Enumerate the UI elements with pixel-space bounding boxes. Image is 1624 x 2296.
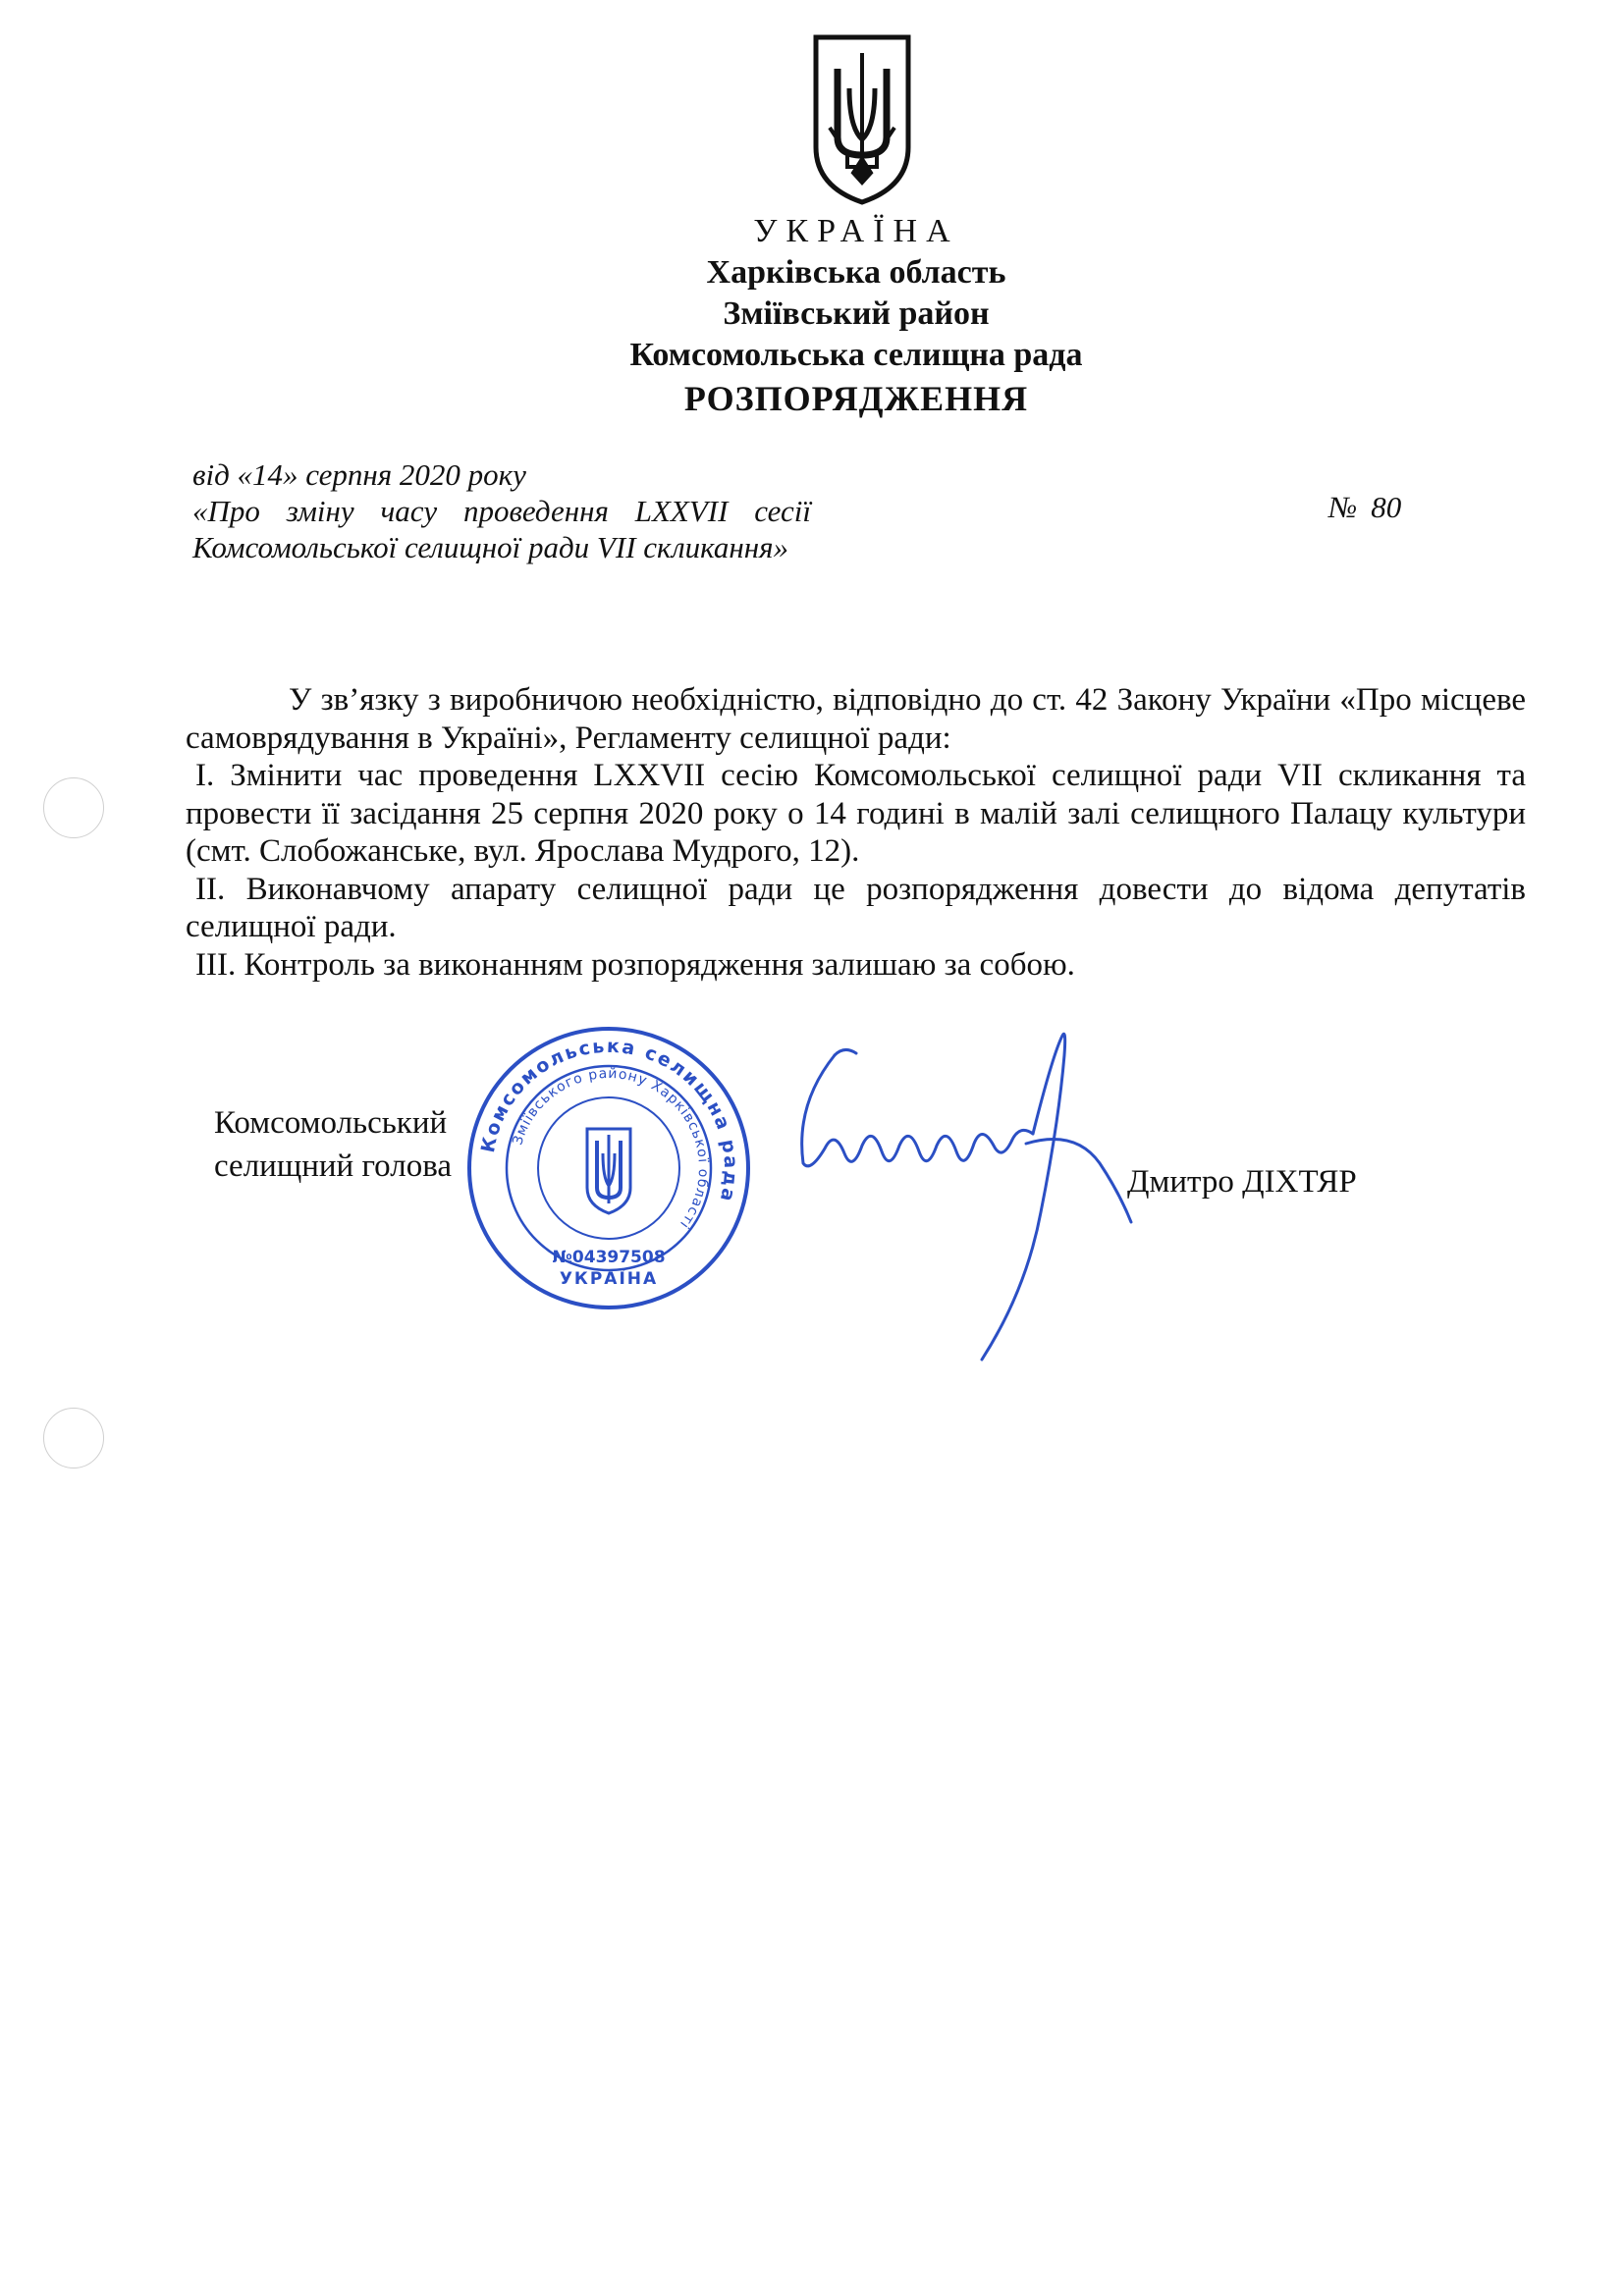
list-item: І. Змінити час проведення LXXVII сесію Комсомольської селищної ради VII скликання та провести її засідання 25 серпня 2020 року о 14 годині в малій залі селищного Палацу культури (смт. Слобожанське, вул. Ярослава Мудрого, 12). bbox=[186, 758, 1526, 869]
document-header bbox=[0, 211, 1624, 421]
position-line: Комсомольський bbox=[214, 1105, 448, 1141]
document-subject: «Про зміну часу проведення LXXVII сесії Комсомольської селищної ради VII скликання» bbox=[192, 494, 811, 564]
seal-country: УКРАЇНА bbox=[559, 1269, 659, 1289]
region-name: Харківська область bbox=[706, 254, 1006, 291]
number-sign: № bbox=[1328, 490, 1358, 524]
list-item: ІІІ. Контроль за виконанням розпорядження залишаю за собою. bbox=[195, 946, 1075, 983]
punch-hole bbox=[43, 1408, 104, 1468]
seal-outer-text: Комсомольська селищна рада bbox=[476, 1035, 742, 1205]
document-body bbox=[186, 681, 1526, 984]
coat-of-arms-icon bbox=[808, 29, 916, 206]
list-item: ІІ. Виконавчому апарату селищної ради це розпорядження довести до відома депутатів селищної ради. bbox=[186, 871, 1526, 944]
handwritten-signature bbox=[687, 1016, 1149, 1369]
punch-hole bbox=[43, 777, 104, 838]
seal-inner-text: Зміївського району Харківської області bbox=[510, 1065, 712, 1232]
seal-trident-icon bbox=[587, 1129, 630, 1213]
document-type: РОЗПОРЯДЖЕННЯ bbox=[683, 379, 1029, 418]
document-date: від «14» серпня 2020 року bbox=[192, 457, 526, 492]
district-name: Зміївський район bbox=[723, 295, 990, 332]
position-line: селищний голова bbox=[214, 1148, 453, 1184]
seal-code: №04397508 bbox=[552, 1248, 666, 1267]
intro-paragraph: У зв’язку з виробничою необхідністю, відповідно до ст. 42 Закону України «Про місцеве самоврядування в Україні», Регламенту селищної ради: bbox=[186, 682, 1526, 756]
signatory-name: Дмитро ДІХТЯР bbox=[1127, 1164, 1357, 1200]
council-name: Комсомольська селищна рада bbox=[629, 337, 1083, 373]
document-number bbox=[1328, 490, 1401, 525]
signatory-position bbox=[214, 1101, 452, 1188]
document-meta bbox=[192, 456, 811, 565]
country-name: УКРАЇНА bbox=[753, 213, 959, 249]
number-value: 80 bbox=[1371, 490, 1402, 524]
